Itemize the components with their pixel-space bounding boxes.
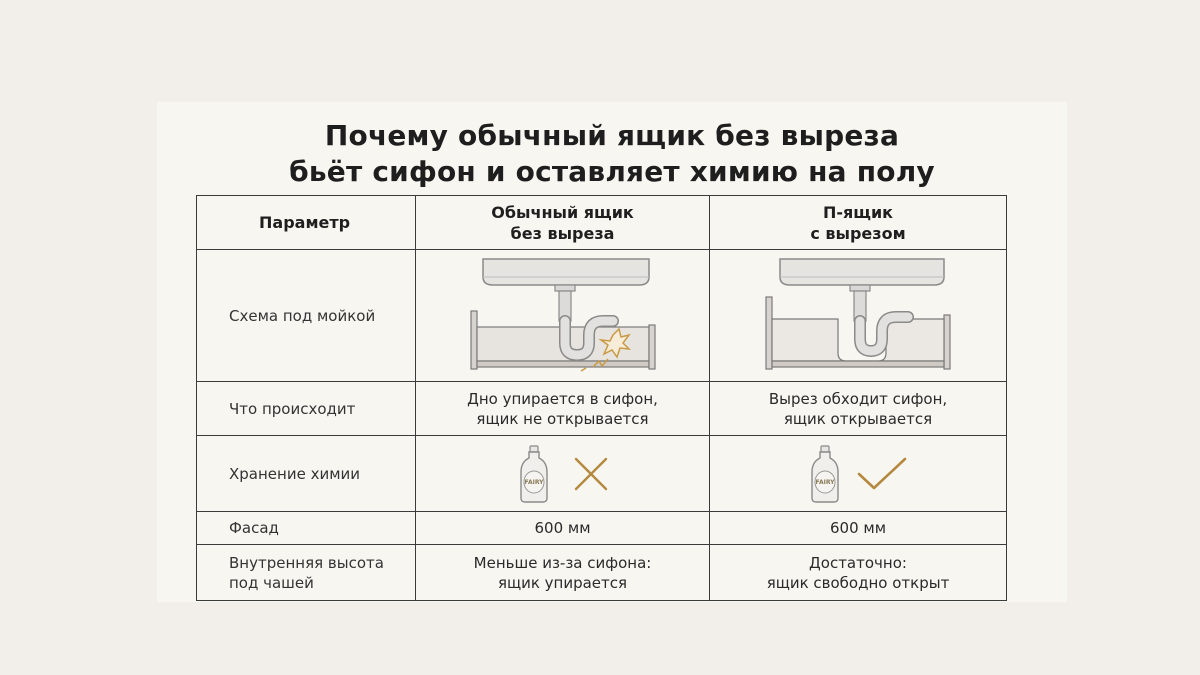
table-row-chemicals bbox=[197, 436, 1007, 512]
header-regular-box bbox=[416, 196, 710, 250]
header-p-box-line-1: П-ящик bbox=[822, 202, 894, 222]
what-p-box-line-2: ящик открывается bbox=[783, 409, 933, 428]
inner-height-p-box-line-2: ящик свободно открыт bbox=[766, 573, 950, 592]
cross-icon bbox=[573, 456, 609, 492]
what-regular-cell bbox=[416, 382, 710, 436]
what-regular-line-2: ящик не открывается bbox=[476, 409, 649, 428]
check-icon bbox=[856, 456, 908, 492]
sink-regular-drawer-illustration bbox=[463, 255, 663, 377]
inner-height-regular-line-2: ящик упираeтся bbox=[497, 573, 628, 592]
what-p-box-cell bbox=[710, 382, 1007, 436]
detergent-bottle-icon bbox=[808, 444, 842, 504]
table-row-scheme bbox=[197, 250, 1007, 382]
row-label-chemicals: Хранение химии bbox=[197, 436, 416, 512]
header-param: Параметр bbox=[197, 196, 416, 250]
chem-p-box-cell bbox=[710, 436, 1007, 512]
row-label-scheme: Схема под мойкой bbox=[197, 250, 416, 382]
facade-p-box-value: 600 мм bbox=[710, 512, 1007, 545]
inner-height-regular-line-1: Меньше из-за сифона: bbox=[473, 553, 652, 572]
table-row-inner-height bbox=[197, 545, 1007, 601]
header-p-box bbox=[710, 196, 1007, 250]
detergent-bottle-icon bbox=[517, 444, 551, 504]
title-line-1: Почему обычный ящик без выреза bbox=[324, 119, 900, 152]
comparison-table bbox=[196, 195, 1007, 601]
page-title bbox=[157, 118, 1067, 190]
sink-p-drawer-illustration bbox=[758, 255, 958, 377]
title-line-2: бьёт сифон и оставляет химию на полу bbox=[289, 155, 935, 188]
inner-height-label-line-2: под чашей bbox=[229, 573, 314, 592]
row-label-what-happens: Что происходит bbox=[197, 382, 416, 436]
row-label-facade: Фасад bbox=[197, 512, 416, 545]
header-p-box-line-2: с вырезом bbox=[810, 223, 906, 243]
scheme-p-box-cell bbox=[710, 250, 1007, 382]
row-label-inner-height bbox=[197, 545, 416, 601]
inner-height-regular-cell bbox=[416, 545, 710, 601]
table-header-row bbox=[197, 196, 1007, 250]
what-p-box-line-1: Вырез обходит сифон, bbox=[768, 389, 948, 408]
bottle-brand-text: FAIRY bbox=[815, 478, 835, 486]
chem-regular-cell bbox=[416, 436, 710, 512]
comparison-card bbox=[157, 102, 1067, 602]
header-regular-line-2: без выреза bbox=[510, 223, 615, 243]
table-row-facade bbox=[197, 512, 1007, 545]
table-row-what-happens bbox=[197, 382, 1007, 436]
inner-height-p-box-cell bbox=[710, 545, 1007, 601]
header-regular-line-1: Обычный ящик bbox=[491, 202, 634, 222]
inner-height-p-box-line-1: Достаточно: bbox=[809, 553, 907, 572]
bottle-brand-text: FAIRY bbox=[524, 478, 543, 486]
what-regular-line-1: Дно упирается в сифон, bbox=[467, 389, 658, 408]
facade-regular-value: 600 мм bbox=[416, 512, 710, 545]
scheme-regular-cell bbox=[416, 250, 710, 382]
inner-height-label-line-1: Внутренняя высота bbox=[229, 553, 384, 572]
